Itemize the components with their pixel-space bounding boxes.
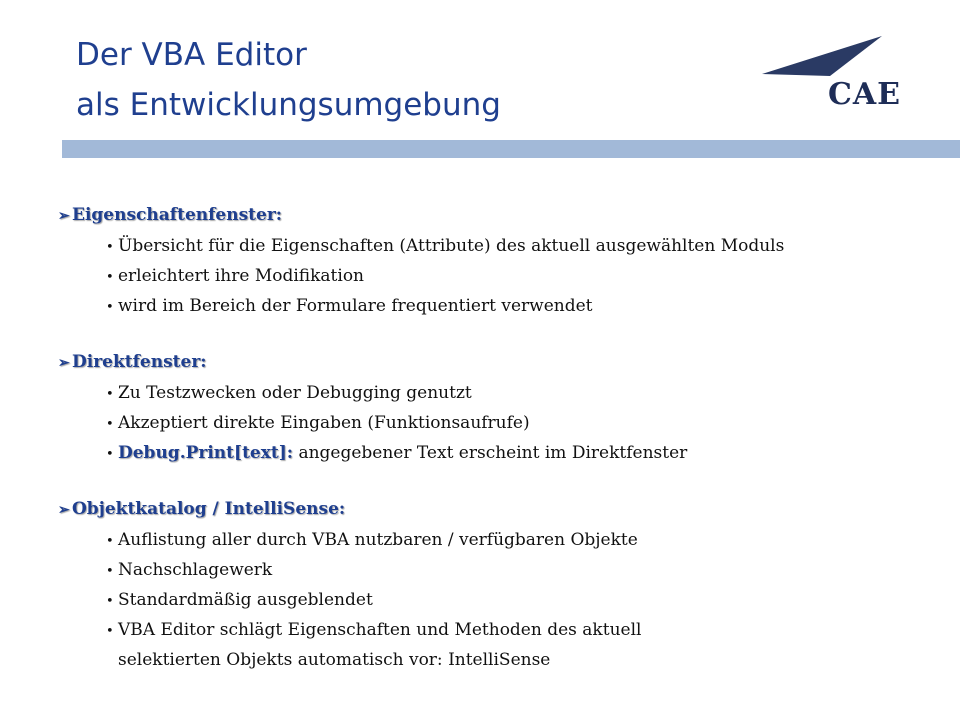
section-heading: [58, 203, 938, 228]
list-item-text: Akzeptiert direkte Eingaben (Funktionsaufrufe): [118, 413, 530, 433]
list-item-text: Übersicht für die Eigenschaften (Attribute) des aktuell ausgewählten Moduls: [118, 236, 785, 256]
bullet-list: [58, 379, 938, 469]
section-heading: [58, 350, 938, 375]
list-item-text: Zu Testzwecken oder Debugging genutzt: [118, 383, 472, 403]
bullet-dot-icon: •: [106, 270, 114, 285]
bullet-dot-icon: •: [106, 534, 114, 549]
bullet-dot-icon: •: [106, 240, 114, 255]
section-eigenschaftenfenster: [58, 203, 938, 322]
bullet-dot-icon: •: [106, 564, 114, 579]
section-heading-label: Objektkatalog / IntelliSense:: [72, 499, 346, 519]
list-item-continuation: selektierten Objekts automatisch vor: IntelliSense: [118, 650, 551, 670]
cae-logo: [758, 30, 918, 112]
section-objektkatalog: [58, 497, 938, 675]
bullet-dot-icon: •: [106, 300, 114, 315]
list-item: [106, 439, 938, 469]
bullet-dot-icon: •: [106, 594, 114, 609]
title-divider-bar: [62, 140, 960, 158]
arrowhead-icon: ➢: [58, 355, 70, 371]
list-item: [106, 232, 938, 262]
list-item: [106, 616, 938, 646]
list-item: [106, 292, 938, 322]
section-heading-label: Eigenschaftenfenster:: [72, 205, 283, 225]
slide-title-line-2: als Entwicklungsumgebung: [76, 87, 501, 123]
list-item-text: VBA Editor schlägt Eigenschaften und Methoden des aktuell: [118, 620, 642, 640]
section-heading: [58, 497, 938, 522]
arrowhead-icon: ➢: [58, 502, 70, 518]
slide-content: [58, 203, 938, 703]
logo-text: CAE: [828, 77, 902, 112]
list-item-text: Nachschlagewerk: [118, 560, 273, 580]
bullet-list: [58, 526, 938, 675]
swoosh-wing-icon: [758, 30, 918, 80]
list-item: [106, 379, 938, 409]
bullet-dot-icon: •: [106, 447, 114, 462]
slide-title-line-1: Der VBA Editor: [76, 37, 307, 73]
list-item-text: Standardmäßig ausgeblendet: [118, 590, 373, 610]
list-item-text: Auflistung aller durch VBA nutzbaren / verfügbaren Objekte: [118, 530, 638, 550]
list-item: [106, 526, 938, 556]
section-heading-label: Direktfenster:: [72, 352, 207, 372]
list-item: [106, 409, 938, 439]
list-item-text: angegebener Text erscheint im Direktfenster: [293, 443, 688, 463]
bullet-dot-icon: •: [106, 387, 114, 402]
bullet-dot-icon: •: [106, 417, 114, 432]
section-direktfenster: [58, 350, 938, 469]
list-item: [106, 262, 938, 292]
slide-title: [76, 30, 501, 130]
arrowhead-icon: ➢: [58, 208, 70, 224]
debug-print-code: Debug.Print[text]:: [118, 443, 294, 463]
list-item-text: erleichtert ihre Modifikation: [118, 266, 365, 286]
bullet-dot-icon: •: [106, 624, 114, 639]
list-item: [106, 556, 938, 586]
bullet-list: [58, 232, 938, 322]
list-item-text: wird im Bereich der Formulare frequentiert verwendet: [118, 296, 593, 316]
list-item: [106, 586, 938, 616]
